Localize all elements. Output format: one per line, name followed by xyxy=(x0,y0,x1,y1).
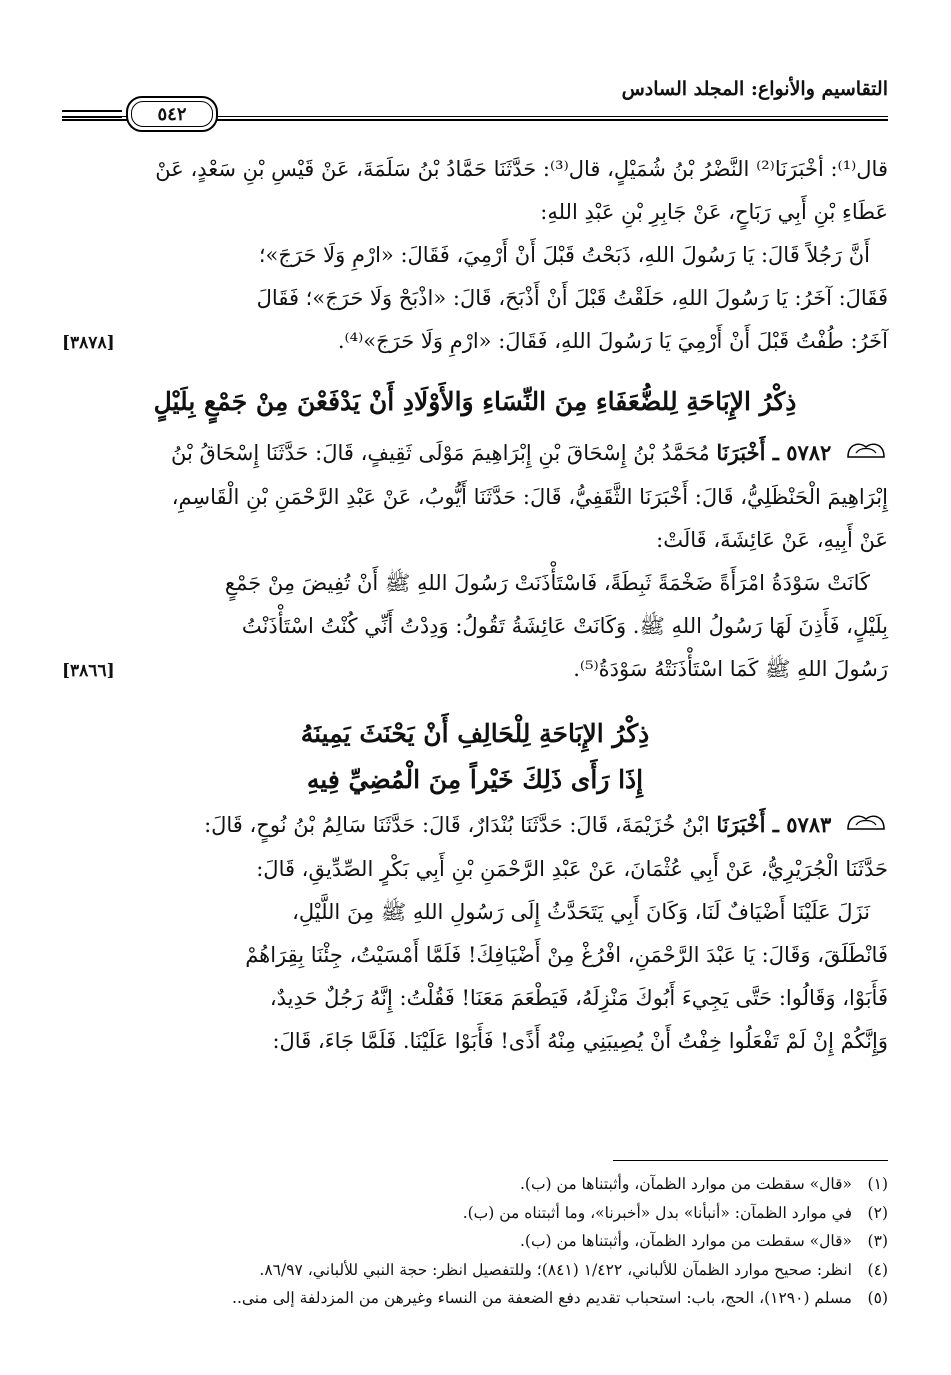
page-header xyxy=(62,70,888,130)
matn-line: فَقَالَ: آخَرُ: يَا رَسُولَ اللهِ، حَلَقْتُ قَبْلَ أَنْ أَذْبَحَ، قَالَ: «اذْبَحْ وَلَا حَرَجَ»؛ فَقَالَ xyxy=(256,286,888,310)
footnote-number: (٣) xyxy=(867,1232,888,1250)
page-number-frame xyxy=(126,96,218,132)
page-number: ٥٤٢ xyxy=(131,101,213,127)
footnote-text: مسلم (١٢٩٠)، الحج، باب: استحباب تقديم دفع الضعفة من النساء وغيرهن من المزدلفة إلى منى.. xyxy=(232,1289,852,1307)
footnote-number: (٢) xyxy=(867,1203,888,1222)
footnote xyxy=(62,1170,888,1199)
hadith-number: ٥٧٨٢ ـ أَخْبَرَنَا xyxy=(716,440,832,465)
footnote-separator xyxy=(613,1160,888,1161)
footnote xyxy=(62,1199,888,1228)
reference-number: [٣٨٧٨] xyxy=(62,333,115,353)
matn-text: رَسُولَ اللهِ ﷺ كَمَا اسْتَأْذَنَتْهُ سَوْدَةُ⁽⁵⁾. xyxy=(573,657,888,681)
chain-line: إِبْرَاهِيمَ الْحَنْظَلِيُّ، قَالَ: أَخْبَرَنَا الثَّقَفِيُّ، قَالَ: حَدَّثَنَا أَيُّوبُ، عَنْ عَبْدِ الرَّحْمَنِ بْنِ الْقَاسِمِ، xyxy=(171,485,888,509)
footnote-text: انظر: صحيح موارد الظمآن للألباني، ١/٤٢٢ (٨٤١)؛ وللتفصيل انظر: حجة النبي للألباني، ٨٦/٩٧. xyxy=(259,1260,852,1279)
matn-line: كَانَتْ سَوْدَةُ امْرَأَةً ضَخْمَةً ثَبِطَةً، فَاسْتَأْذَنَتْ رَسُولَ اللهِ ﷺ أَنْ تُفِيضَ مِنْ جَمْعٍ xyxy=(224,571,870,595)
section-title: ذِكْرُ الإِبَاحَةِ لِلضُّعَفَاءِ مِنَ النِّسَاءِ وَالأَوْلَادِ أَنْ يَدْفَعْنَ مِنْ جَمْعٍ بِلَيْلٍ xyxy=(153,387,797,416)
matn-text: آخَرُ: طُفْتُ قَبْلَ أَنْ أَرْمِيَ يَا رَسُولَ اللهِ، فَقَالَ: «ارْمِ وَلَا حَرَجَ»⁽⁴⁾. xyxy=(337,329,888,353)
header-left-bar xyxy=(62,110,122,118)
matn-line: فَأَبَوْا، وَقَالُوا: حَتَّى يَجِيءَ أَبُوكَ مَنْزِلَهُ، فَيَطْعَمَ مَعَنَا! فَقُلْتُ: إِنَّهُ رَجُلٌ حَدِيدٌ، xyxy=(269,986,888,1010)
matn-line: فَانْطَلَقَ، وَقَالَ: يَا عَبْدَ الرَّحْمَنِ، افْرُغْ مِنْ أَضْيَافِكَ! فَلَمَّا أَمْسَيْتُ، جِئْنَا بِقِرَاهُمْ xyxy=(245,943,888,967)
chain-line: قال⁽¹⁾: أخْبَرَنَا⁽²⁾ النَّضْرُ بْنُ شُمَيْلٍ، قال⁽³⁾: حَدَّثَنَا حَمَّادُ بْنُ سَلَمَةَ، عَنْ قَيْسِ بْنِ سَعْدٍ، عَنْ xyxy=(155,157,888,181)
footnote-text: في موارد الظمآن: «أنبأنا» بدل «أخبرنا»، وما أثبتناه من (ب). xyxy=(462,1203,852,1222)
matn-line: نَزَلَ عَلَيْنَا أَضْيَافٌ لَنَا، وَكَانَ أَبِي يَتَحَدَّثُ إِلَى رَسُولِ اللهِ ﷺ مِنَ اللَّيْلِ، xyxy=(292,900,870,924)
hadith-number: ٥٧٨٣ ـ أَخْبَرَنَا xyxy=(716,812,832,837)
footnote-text: «قال» سقطت من موارد الظمآن، وأثبتناها من (ب). xyxy=(519,1232,852,1250)
matn-line: بِلَيْلٍ، فَأَذِنَ لَهَا رَسُولُ اللهِ ﷺ. وَكَانَتْ عَائِشَةُ تَقُولُ: وَدِدْتُ أَنِّي كُنْتُ اسْتَأْذَنْتُ xyxy=(241,614,888,638)
chain-line: عَطَاءِ بْنِ أَبِي رَبَاحٍ، عَنْ جَابِرِ بْنِ عَبْدِ اللهِ: xyxy=(540,200,888,224)
footnote-text: «قال» سقطت من موارد الظمآن، وأثبتناها من (ب). xyxy=(519,1175,852,1193)
section-title xyxy=(62,711,888,803)
footnotes xyxy=(62,1170,888,1313)
section-title-line: ذِكْرُ الإِبَاحَةِ لِلْحَالِفِ أَنْ يَحْنَثَ يَمِينَهُ xyxy=(300,719,650,748)
footnote xyxy=(62,1227,888,1256)
hadith-ornament-icon xyxy=(844,805,888,848)
chain-line xyxy=(62,803,888,848)
matn-line xyxy=(62,320,888,363)
footnote xyxy=(62,1284,888,1313)
hadith-5782 xyxy=(62,431,888,691)
matn-line: أَنَّ رَجُلاً قَالَ: يَا رَسُولَ اللهِ، ذَبَحْتُ قَبْلَ أَنْ أَرْمِيَ، فَقَالَ: «ارْمِ وَلَا حَرَجَ»؛ xyxy=(258,243,870,267)
section-title-line: إِذَا رَأَى ذَلِكَ خَيْراً مِنَ الْمُضِيِّ فِيهِ xyxy=(306,765,644,794)
footnote xyxy=(62,1256,888,1285)
footnote-number: (٤) xyxy=(867,1260,888,1279)
chain-text: ابْنُ خُزَيْمَةَ، قَالَ: حَدَّثَنَا بُنْدَارٌ، قَالَ: حَدَّثَنَا سَالِمُ بْنُ نُوحٍ، قَالَ: xyxy=(204,813,710,837)
chain-line: عَنْ أَبِيهِ، عَنْ عَائِشَةَ، قَالَتْ: xyxy=(656,528,888,552)
running-title: التقاسيم والأنواع: المجلد السادس xyxy=(621,78,888,100)
reference-number: [٣٨٦٦] xyxy=(62,661,115,681)
footnote-number: (١) xyxy=(867,1175,888,1193)
chain-text: مُحَمَّدُ بْنُ إِسْحَاقَ بْنِ إِبْرَاهِيمَ مَوْلَى ثَقِيفٍ، قَالَ: حَدَّثَنَا إِسْحَاقُ بْنُ xyxy=(171,441,710,465)
hadith-3878 xyxy=(62,148,888,363)
page xyxy=(62,70,888,1307)
hadith-5783 xyxy=(62,803,888,1063)
chain-line: حَدَّثَنَا الْجُرَيْرِيُّ، عَنْ أَبِي عُثْمَانَ، عَنْ عَبْدِ الرَّحْمَنِ بْنِ أَبِي بَكْرٍ الصِّدِّيقِ، قَالَ: xyxy=(256,857,888,881)
matn-line: وَإِنَّكُمْ إِنْ لَمْ تَفْعَلُوا خِفْتُ أَنْ يُصِيبَنِي مِنْهُ أَذًى! فَأَبَوْا عَلَيْنَا. فَلَمَّا جَاءَ، قَالَ: xyxy=(272,1029,888,1053)
matn-line xyxy=(62,648,888,691)
chain-line xyxy=(62,431,888,476)
footnote-number: (٥) xyxy=(867,1289,888,1307)
hadith-ornament-icon xyxy=(844,433,888,476)
